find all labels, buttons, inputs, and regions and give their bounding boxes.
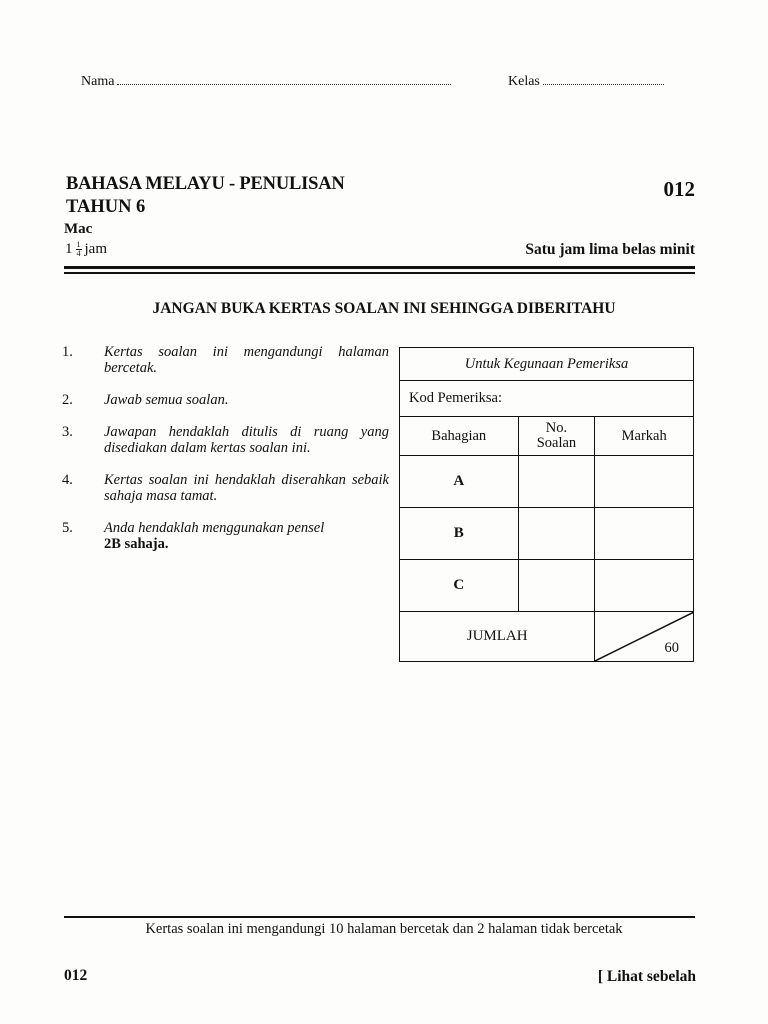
warning-heading: JANGAN BUKA KERTAS SOALAN INI SEHINGGA DIBERITAHU [152,300,616,317]
duration [65,241,107,258]
diagonal-line [595,612,694,661]
total-marks-cell [595,612,694,662]
instruction-number: 4. [62,472,73,488]
max-marks: 60 [664,640,679,656]
subject-title: BAHASA MELAYU - PENULISAN [66,174,345,194]
class-field [508,73,664,90]
section-label: C [400,560,519,612]
instruction-item [62,344,389,376]
paper-code: 012 [663,177,695,201]
footer-rule [64,916,695,918]
section-label: A [400,456,519,508]
header-rule-thick [64,266,695,269]
marks-cell [595,456,694,508]
class-dotted-line [543,73,664,85]
year-label: TAHUN 6 [66,197,146,217]
footer-paper-code: 012 [64,967,88,984]
fraction-denominator: 4 [76,249,81,258]
section-label: B [400,508,519,560]
table-row [400,456,694,508]
class-label: Kelas [508,74,540,89]
instruction-text-main: Anda hendaklah menggunakan pensel [104,520,325,536]
marks-cell [595,560,694,612]
instruction-text-end: . [164,536,169,552]
exam-month: Mac [64,221,93,237]
table-row [400,560,694,612]
question-number-cell [518,508,595,560]
instruction-item [62,424,389,456]
instruction-number: 2. [62,392,73,408]
column-header-marks: Markah [595,417,694,456]
duration-words: Satu jam lima belas minit [525,241,695,258]
instruction-text: Kertas soalan ini mengandungi halaman bercetak. [104,344,389,376]
instruction-item [62,520,389,552]
question-number-cell [518,560,595,612]
footer-turn-over: [ Lihat sebelah [597,968,696,985]
column-header-section: Bahagian [400,417,519,456]
instruction-text: Kertas soalan ini hendaklah diserahkan sebaik sahaja masa tamat. [104,472,389,504]
examiner-code-field: Kod Pemeriksa: [400,381,694,417]
question-number-cell [518,456,595,508]
name-label: Nama [81,74,115,89]
table-row [400,508,694,560]
instruction-number: 3. [62,424,73,440]
instructions-list [62,344,389,568]
duration-unit: jam [84,241,107,257]
name-field [81,73,451,90]
instruction-text: Jawab semua soalan. [104,392,229,408]
name-dotted-line [117,73,451,85]
instruction-item [62,392,389,408]
examiner-table-title: Untuk Kegunaan Pemeriksa [400,348,694,381]
marks-cell [595,508,694,560]
examiner-table [399,347,694,662]
footer-page-note: Kertas soalan ini mengandungi 10 halaman bercetak dan 2 halaman tidak bercetak [145,921,623,937]
fraction-numerator: 1 [76,240,81,249]
header-rule-thin [64,272,695,274]
instruction-text-bold: 2B sahaja [104,536,165,552]
instruction-number: 1. [62,344,73,360]
total-label: JUMLAH [400,612,595,662]
column-header-question-line1: No. [545,420,568,436]
duration-fraction [76,241,82,258]
instruction-number: 5. [62,520,73,536]
column-header-question-line2: Soalan [536,435,577,451]
duration-whole: 1 [65,241,73,257]
instruction-text: Jawapan hendaklah ditulis di ruang yang disediakan dalam kertas soalan ini. [104,424,389,456]
instruction-text [104,520,389,552]
instruction-item [62,472,389,504]
column-header-question [518,417,595,456]
